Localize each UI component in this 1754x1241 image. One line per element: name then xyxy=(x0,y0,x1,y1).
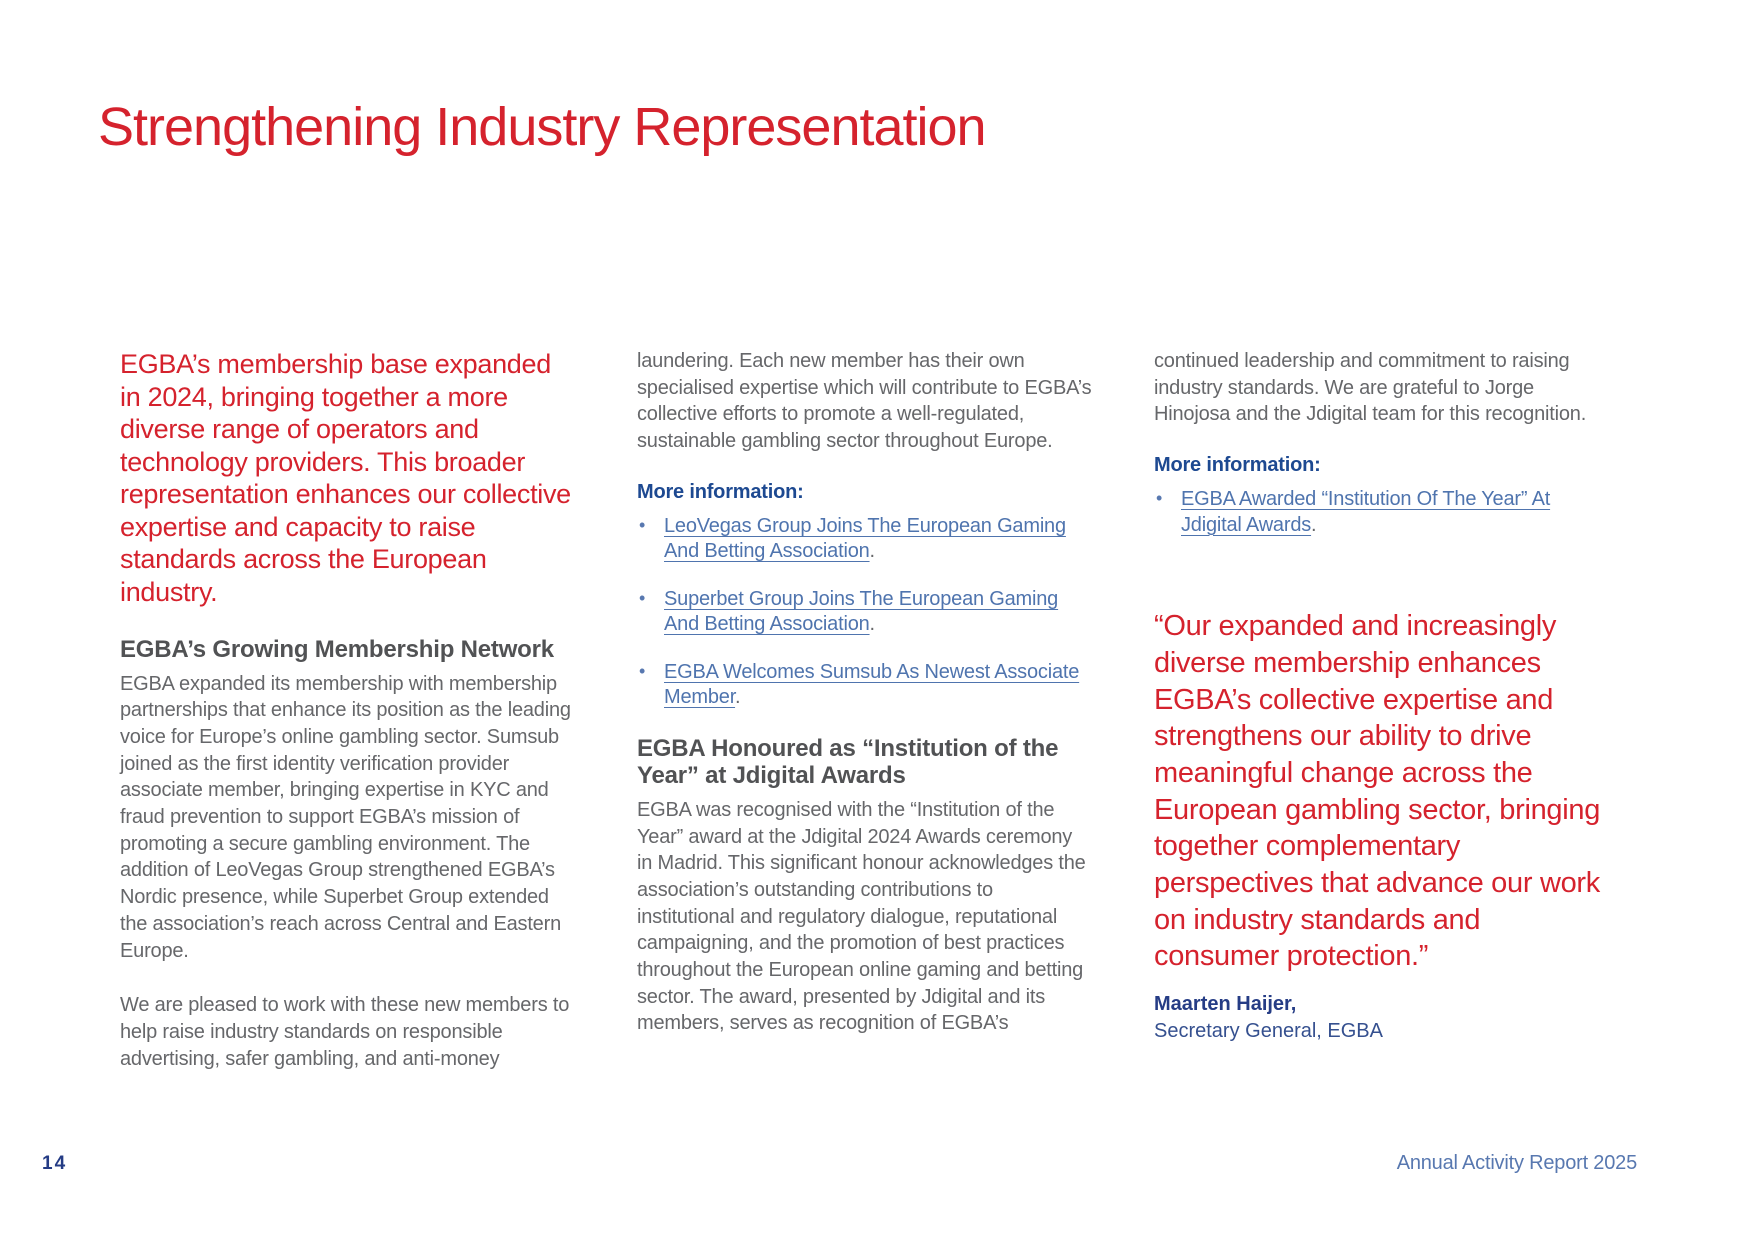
quote-attribution-name: Maarten Haijer, xyxy=(1154,993,1297,1016)
bullet-icon: • xyxy=(639,587,646,608)
more-information-label: More information: xyxy=(1154,454,1321,477)
membership-network-heading: EGBA’s Growing Membership Network xyxy=(120,636,554,663)
link-superbet-joins-egba[interactable]: Superbet Group Joins The European Gaming And Betting Association xyxy=(664,587,1059,636)
right-column xyxy=(1154,348,1609,1072)
link-suffix: . xyxy=(869,540,875,563)
list-item xyxy=(637,514,1092,565)
page-title: Strengthening Industry Representation xyxy=(98,97,986,157)
membership-paragraph-2: We are pleased to work with these new members to help raise industry standards on responsible advertising, safer gambling, and anti-money xyxy=(120,994,570,1070)
bullet-icon: • xyxy=(1156,488,1163,509)
more-information-links xyxy=(637,514,1092,711)
link-egba-awarded-institution-of-the-year[interactable]: EGBA Awarded “Institution Of The Year” At Jdigital Awards xyxy=(1181,488,1551,536)
pull-quote: “Our expanded and increasingly diverse membership enhances EGBA’s collective expertise and strengthens our ability to drive meaningful change across the European gambling sector, bringing together complementary perspectives that advance our work on industry standards and consumer protection.” xyxy=(1154,610,1601,973)
list-item xyxy=(637,587,1092,638)
list-item xyxy=(637,660,1092,711)
membership-paragraph-continued: laundering. Each new member has their own specialised expertise which will contribute to EGBA’s collective efforts to promote a well-regulated, sustainable gambling sector throughout Europe. xyxy=(637,350,1092,453)
jdigital-award-heading: EGBA Honoured as “Institution of the Year” at Jdigital Awards xyxy=(637,734,1059,790)
more-information-links xyxy=(1154,487,1609,538)
left-column xyxy=(120,348,575,1072)
jdigital-paragraph-continued: continued leadership and commitment to raising industry standards. We are grateful to Jorge Hinojosa and the Jdigital team for this recognition. xyxy=(1154,350,1587,426)
bullet-icon: • xyxy=(639,514,646,535)
jdigital-award-paragraph: EGBA was recognised with the “Institution of the Year” award at the Jdigital 2024 Awards ceremony in Madrid. This significant honour acknowledges the association’s outstanding contributions to institutional and regulatory dialogue, reputational campaigning, and the promotion of best practices throughout the European online gaming and betting sector. The award, presented by Jdigital and its members, serves as recognition of EGBA’s xyxy=(637,798,1086,1035)
middle-column xyxy=(637,348,1092,1072)
link-suffix: . xyxy=(1311,513,1317,536)
content-columns xyxy=(120,348,1609,1072)
link-suffix: . xyxy=(869,613,875,636)
membership-paragraph-1: EGBA expanded its membership with membership partnerships that enhance its position as the leading voice for Europe’s online gambling sector. Sumsub joined as the first identity verification provider associate member, bringing expertise in KYC and fraud prevention to support EGBA’s mission of promoting a secure gambling environment. The addition of LeoVegas Group strengthened EGBA’s Nordic presence, while Superbet Group extended the association’s reach across Central and Eastern Europe. xyxy=(120,672,571,962)
link-leovegas-joins-egba[interactable]: LeoVegas Group Joins The European Gaming And Betting Association xyxy=(664,514,1066,563)
list-item xyxy=(1154,487,1609,538)
link-sumsub-associate-member[interactable]: EGBA Welcomes Sumsub As Newest Associate Member xyxy=(664,660,1080,709)
intro-statement: EGBA’s membership base expanded in 2024, bringing together a more diverse range of operators and technology providers. This broader representation enhances our collective expertise and capacity to raise standards across the European industry. xyxy=(120,349,571,607)
report-footer-label: Annual Activity Report 2025 xyxy=(1396,1152,1637,1174)
more-information-label: More information: xyxy=(637,480,804,503)
page-number: 14 xyxy=(42,1153,68,1174)
link-suffix: . xyxy=(735,686,741,709)
quote-attribution-title: Secretary General, EGBA xyxy=(1154,1020,1383,1043)
bullet-icon: • xyxy=(639,660,646,681)
